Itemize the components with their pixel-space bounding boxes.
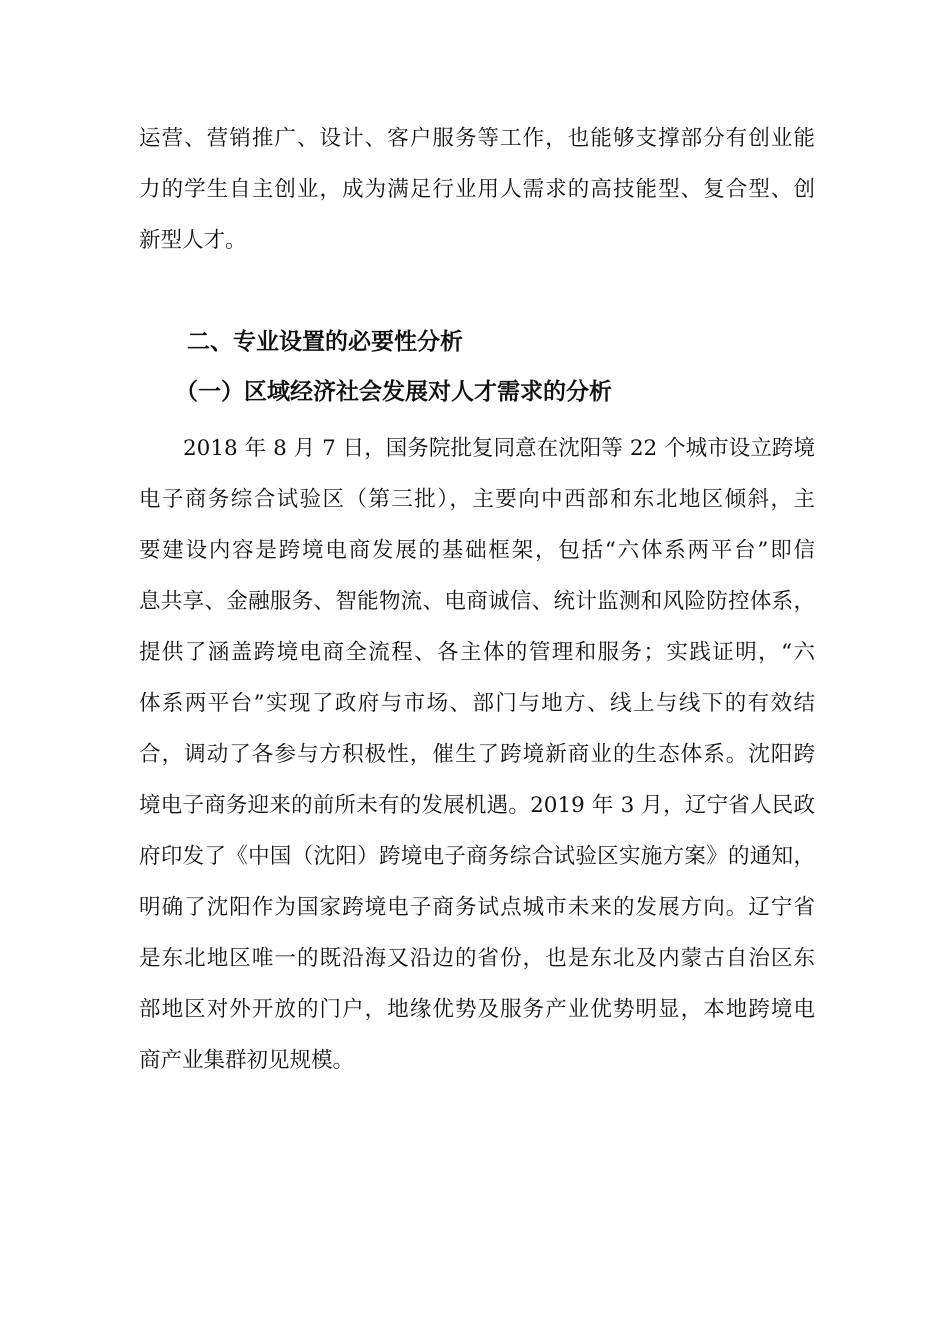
section-heading: 二、专业设置的必要性分析: [187, 329, 463, 355]
main-line-10: 明确了沈阳作为国家跨境电子商务试点城市未来的发展方向。辽宁省: [139, 895, 815, 920]
main-line-13: 商产业集群初见规模。: [139, 1048, 355, 1073]
main-line-2: 电子商务综合试验区（第三批），主要向中西部和东北地区倾斜，主: [139, 487, 815, 512]
main-line-9: 府印发了《中国（沈阳）跨境电子商务综合试验区实施方案》的通知，: [139, 844, 815, 869]
main-line-6: 体系两平台”实现了政府与市场、部门与地方、线上与线下的有效结: [139, 691, 815, 716]
intro-line-3: 新型人才。: [139, 228, 247, 253]
main-line-7: 合，调动了各参与方积极性，催生了跨境新商业的生态体系。沈阳跨: [139, 742, 815, 767]
subsection-heading: （一）区域经济社会发展对人才需求的分析: [175, 379, 612, 405]
main-line-4: 息共享、金融服务、智能物流、电商诚信、统计监测和风险防控体系，: [139, 589, 815, 614]
main-line-5: 提供了涵盖跨境电商全流程、各主体的管理和服务；实践证明，“六: [139, 640, 815, 665]
intro-line-1: 运营、营销推广、设计、客户服务等工作，也能够支撑部分有创业能: [139, 126, 815, 151]
main-line-1: 2018 年 8 月 7 日，国务院批复同意在沈阳等 22 个城市设立跨境: [183, 436, 815, 461]
main-line-8: 境电子商务迎来的前所未有的发展机遇。2019 年 3 月，辽宁省人民政: [139, 793, 815, 818]
main-line-3: 要建设内容是跨境电商发展的基础框架，包括“六体系两平台”即信: [139, 538, 815, 563]
main-line-11: 是东北地区唯一的既沿海又沿边的省份，也是东北及内蒙古自治区东: [139, 946, 815, 971]
intro-line-2: 力的学生自主创业，成为满足行业用人需求的高技能型、复合型、创: [139, 177, 815, 202]
main-line-12: 部地区对外开放的门户，地缘优势及服务产业优势明显，本地跨境电: [139, 997, 815, 1022]
